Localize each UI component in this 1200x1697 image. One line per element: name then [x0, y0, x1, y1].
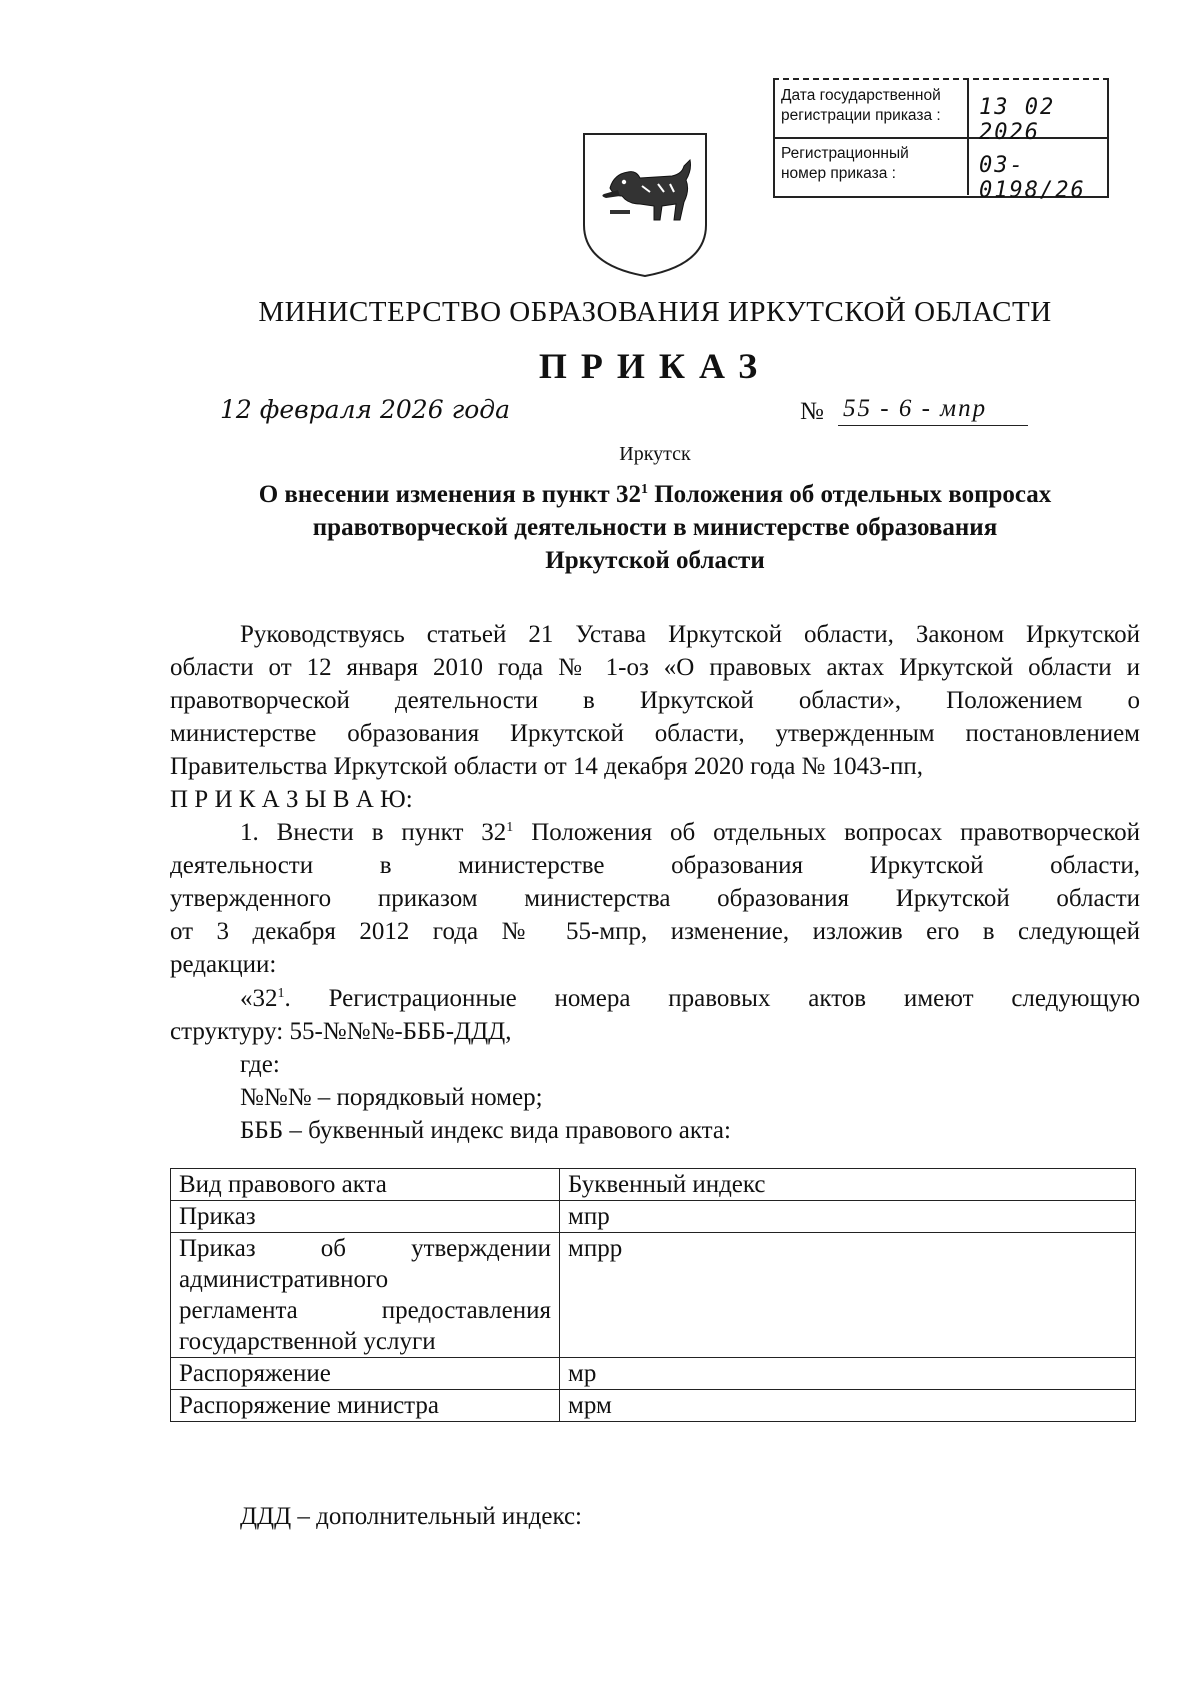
coat-of-arms-icon: [580, 130, 710, 280]
item1-line4: от 3 декабря 2012 года № 55-мпр, изменение, изложив его в следующей: [170, 918, 1140, 945]
ddd-definition: [170, 1500, 1140, 1533]
order-date: 12 февраля 2026 года: [220, 395, 511, 424]
title-line2: правотворческой деятельности в министерстве образования: [312, 514, 998, 541]
table-cell: мпр: [560, 1201, 1136, 1233]
table-header-row: [171, 1169, 1136, 1201]
preamble: [170, 618, 1140, 816]
stamp-number-row: [775, 138, 1107, 203]
title-superscript: 1: [640, 482, 648, 497]
item32-superscript: 1: [277, 986, 285, 1001]
registration-stamp: [773, 78, 1109, 203]
ministry-name: МИНИСТЕРСТВО ОБРАЗОВАНИЯ ИРКУТСКОЙ ОБЛАСТИ: [258, 296, 1052, 328]
title-line1-a: О внесении изменения в пункт 32: [258, 481, 641, 508]
item1-line5: редакции:: [170, 951, 277, 978]
item32-line1-a: «32: [240, 985, 278, 1012]
table-cell: Распоряжение министра: [171, 1390, 560, 1422]
item-32-1: [170, 982, 1140, 1147]
title-line1-b: Положения об отдельных вопросах: [647, 481, 1052, 508]
table-header-cell: Буквенный индекс: [560, 1169, 1136, 1201]
table-row: [171, 1233, 1136, 1358]
table-cell-line: государственной услуги: [179, 1328, 436, 1355]
document-title: [170, 478, 1140, 577]
table-cell: Распоряжение: [171, 1358, 560, 1390]
preamble-line3: правотворческой деятельности в Иркутской области», Положением о: [170, 687, 1140, 714]
item1-superscript: 1: [506, 820, 514, 835]
preamble-line4: министерстве образования Иркутской области, утвержденным постановлением: [170, 720, 1140, 747]
item1-line1-a: 1. Внести в пункт 32: [240, 819, 507, 846]
table-row: [171, 1201, 1136, 1233]
order-number-label: №: [800, 398, 824, 425]
table-cell: мпрр: [560, 1233, 1136, 1358]
stamp-number-label: Регистрационный номер приказа :: [781, 145, 909, 182]
item1-line1-b: Положения об отдельных вопросах правотворческой: [513, 819, 1140, 846]
city: Иркутск: [619, 443, 691, 465]
table-cell-line: Приказ об утверждении: [179, 1235, 551, 1262]
item32-nnn: №№№ – порядковый номер;: [240, 1084, 543, 1111]
item1-line1: [170, 816, 1140, 849]
table-row: [171, 1358, 1136, 1390]
document-type: ПРИКАЗ: [538, 346, 772, 386]
index-table: [170, 1168, 1136, 1422]
order-number: 55 - 6 - мпр: [843, 395, 988, 422]
table-row: [171, 1390, 1136, 1422]
preamble-line2: области от 12 января 2010 года № 1-оз «О правовых актах Иркутской области и: [170, 654, 1140, 681]
table-cell: [171, 1233, 560, 1358]
title-line3: Иркутской области: [545, 547, 765, 574]
table-cell-line: регламента предоставления: [179, 1297, 551, 1324]
item32-bbb: БББ – буквенный индекс вида правового акта:: [240, 1117, 731, 1144]
item32-line2: структуру: 55-№№№-БББ-ДДД,: [170, 1018, 512, 1045]
table-header-cell: Вид правового акта: [171, 1169, 560, 1201]
ddd-line: ДДД – дополнительный индекс:: [240, 1503, 583, 1530]
preamble-line5: Правительства Иркутской области от 14 декабря 2020 года № 1043-пп,: [170, 753, 923, 780]
stamp-date-label: Дата государственной регистрации приказа :: [781, 87, 941, 124]
item1-line2: деятельности в министерстве образования Иркутской области,: [170, 852, 1140, 879]
item32-line1: [170, 982, 1140, 1015]
order-number-underline: [838, 425, 1028, 426]
preamble-line1: Руководствуясь статьей 21 Устава Иркутской области, Законом Иркутской: [240, 621, 1140, 648]
stamp-number-value: 03-0198/26: [979, 153, 1086, 203]
item1-line3: утвержденного приказом министерства образования Иркутской области: [170, 885, 1140, 912]
item32-line1-b: . Регистрационные номера правовых актов имеют следующую: [284, 985, 1140, 1012]
table-cell: Приказ: [171, 1201, 560, 1233]
item32-where: где:: [240, 1051, 280, 1078]
table-cell: мр: [560, 1358, 1136, 1390]
item-1: [170, 816, 1140, 981]
table-cell: мрм: [560, 1390, 1136, 1422]
order-word: П Р И К А З Ы В А Ю:: [170, 786, 413, 813]
stamp-date-value: 13 02 2026: [979, 95, 1056, 145]
stamp-date-row: [775, 80, 1107, 145]
table-cell-line: административного: [179, 1266, 389, 1293]
